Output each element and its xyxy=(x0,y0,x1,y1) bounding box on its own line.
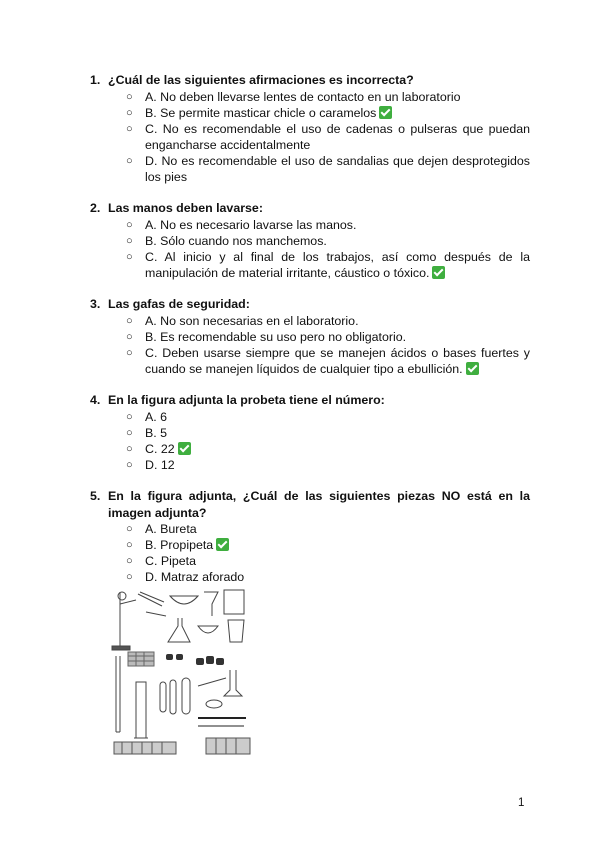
bullet-icon: ○ xyxy=(126,250,133,263)
bullet-icon: ○ xyxy=(126,410,133,423)
bullet-icon: ○ xyxy=(126,106,133,119)
bullet-icon: ○ xyxy=(126,523,133,535)
question-title xyxy=(90,72,530,89)
check-icon xyxy=(216,538,229,551)
option-text: C. Pipeta xyxy=(145,554,196,568)
bullet-icon: ○ xyxy=(126,234,133,247)
option-text: A. No deben llevarse lentes de contacto en un laboratorio xyxy=(145,89,461,104)
question-title xyxy=(90,296,530,313)
question-5 xyxy=(90,488,530,585)
bullet-icon: ○ xyxy=(126,458,133,471)
check-icon xyxy=(432,266,445,279)
question-title xyxy=(90,392,530,409)
wire-gauze-drawing xyxy=(128,652,154,666)
question-number: 4. xyxy=(90,393,101,407)
brushes-drawing xyxy=(198,718,246,726)
bullet-icon: ○ xyxy=(126,330,133,343)
test-tube-racks-drawing xyxy=(114,738,250,754)
test-tubes-drawing xyxy=(160,678,190,714)
funnel-drawing xyxy=(204,592,218,616)
question-number: 2. xyxy=(90,201,101,215)
page-number: 1 xyxy=(518,797,525,809)
check-icon xyxy=(466,362,479,375)
option-c xyxy=(90,441,530,457)
option-text: A. No son necesarias en el laboratorio. xyxy=(145,313,359,328)
option-text: C. Al inicio y al final de los trabajos, así como después de la manipulación de material irritante, cáustico o tóxico. xyxy=(145,249,530,280)
bullet-icon: ○ xyxy=(126,218,133,231)
bullet-icon: ○ xyxy=(126,442,133,455)
option-text: A. Bureta xyxy=(145,522,197,536)
question-4 xyxy=(90,392,530,473)
option-a xyxy=(90,409,530,425)
option-a xyxy=(90,217,530,233)
option-text: D. Matraz aforado xyxy=(145,570,245,584)
bullet-icon: ○ xyxy=(126,555,133,567)
option-text: C. Deben usarse siempre que se manejen ácidos o bases fuertes y cuando se manejen líquidos de cualquier tipo a ebullición. xyxy=(145,345,530,376)
question-text: ¿Cuál de las siguientes afirmaciones es incorrecta? xyxy=(108,73,414,87)
option-a xyxy=(90,313,530,329)
option-text: A. 6 xyxy=(145,409,168,424)
options-list xyxy=(90,409,530,473)
graduated-cylinder-drawing xyxy=(134,682,148,738)
option-b xyxy=(90,425,530,441)
question-number: 3. xyxy=(90,297,101,311)
option-text: C. No es recomendable el uso de cadenas o pulseras que puedan engancharse accidentalmente xyxy=(145,121,530,152)
option-a xyxy=(90,89,530,105)
options-list xyxy=(90,89,530,185)
option-text: B. Es recomendable su uso pero no obligatorio. xyxy=(145,329,407,344)
question-text: En la figura adjunta la probeta tiene el número: xyxy=(108,393,385,407)
option-c xyxy=(90,553,530,569)
bullet-icon: ○ xyxy=(126,426,133,439)
bullet-icon: ○ xyxy=(126,539,133,551)
option-text: B. Se permite masticar chicle o caramelos xyxy=(145,105,377,120)
burette-drawing xyxy=(116,656,120,732)
question-2 xyxy=(90,200,530,281)
question-title xyxy=(90,488,530,521)
option-text: B. Sólo cuando nos manchemos. xyxy=(145,233,327,248)
question-text: En la figura adjunta, ¿Cuál de las siguientes piezas NO está en la imagen adjunta? xyxy=(108,489,530,520)
tongs-drawing xyxy=(138,592,166,616)
rubber-stoppers-drawing xyxy=(166,654,224,665)
option-d xyxy=(90,569,530,585)
bullet-icon: ○ xyxy=(126,346,133,359)
bullet-icon: ○ xyxy=(126,154,133,167)
bullet-icon: ○ xyxy=(126,90,133,103)
check-icon xyxy=(379,106,392,119)
question-number: 5. xyxy=(90,489,101,503)
option-text: B. 5 xyxy=(145,425,168,440)
option-d xyxy=(90,457,530,473)
evaporating-dish-drawing xyxy=(170,596,198,604)
option-text: C. 22 xyxy=(145,441,175,456)
beaker-drawing xyxy=(224,590,244,614)
mortar-drawing xyxy=(198,626,218,633)
option-b xyxy=(90,105,530,121)
bullet-icon: ○ xyxy=(126,314,133,327)
option-a xyxy=(90,521,530,537)
option-b xyxy=(90,329,530,345)
option-c xyxy=(90,345,530,377)
question-text: Las manos deben lavarse: xyxy=(108,201,263,215)
lab-equipment-figure xyxy=(106,586,254,758)
option-text: D. No es recomendable el uso de sandalias que dejen desprotegidos los pies xyxy=(145,153,530,184)
bullet-icon: ○ xyxy=(126,122,133,135)
option-c xyxy=(90,249,530,281)
option-text: B. Propipeta xyxy=(145,538,214,552)
pipette-drawing xyxy=(198,678,226,708)
option-b xyxy=(90,537,530,553)
option-text: D. 12 xyxy=(145,457,175,472)
option-b xyxy=(90,233,530,249)
question-number: 1. xyxy=(90,73,101,87)
question-title xyxy=(90,200,530,217)
check-icon xyxy=(178,442,191,455)
option-d xyxy=(90,153,530,185)
bullet-icon: ○ xyxy=(126,571,133,583)
bunsen-burner-drawing xyxy=(224,670,242,696)
options-list xyxy=(90,313,530,377)
options-list xyxy=(90,217,530,281)
question-text: Las gafas de seguridad: xyxy=(108,297,250,311)
question-1 xyxy=(90,72,530,185)
question-3 xyxy=(90,296,530,377)
options-list xyxy=(90,521,530,585)
option-c xyxy=(90,121,530,153)
ring-stand-drawing xyxy=(112,592,136,650)
option-text: A. No es necesario lavarse las manos. xyxy=(145,217,357,232)
flask-drawing xyxy=(168,618,190,642)
